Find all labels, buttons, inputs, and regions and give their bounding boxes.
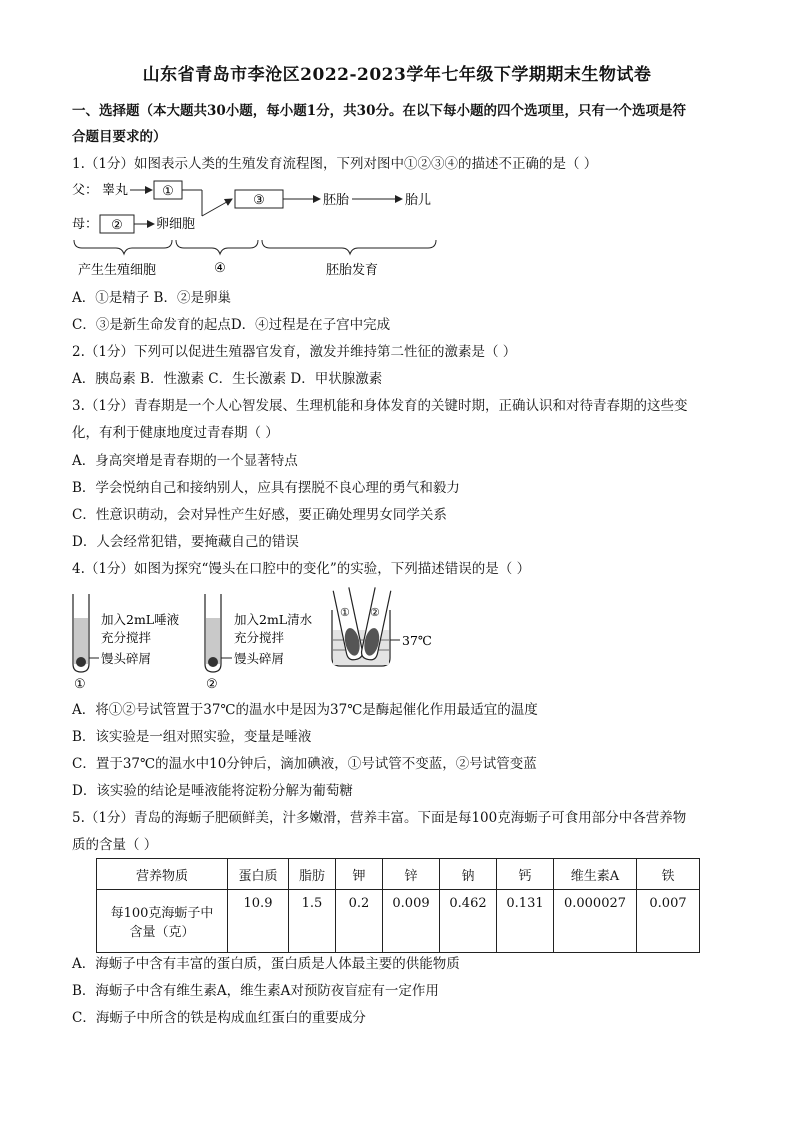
arrow-fertilize — [202, 199, 232, 216]
q3-option-a: A．身高突增是青春期的一个显著特点 — [72, 453, 298, 469]
testis-label: 睾丸 — [102, 183, 129, 198]
table-cell: 0.2 — [336, 890, 383, 953]
q4-experiment-diagram — [68, 586, 448, 694]
tube-2-label-3: 馒头碎屑 — [234, 651, 285, 666]
q3-option-d: D．人会经常犯错，要掩藏自己的错误 — [72, 534, 299, 550]
table-cell: 0.000027 — [554, 890, 637, 953]
table-cell: 10.9 — [228, 890, 289, 953]
table-cell: 1.5 — [289, 890, 336, 953]
egg-label: 卵细胞 — [156, 217, 196, 232]
box-3-label: ③ — [253, 193, 265, 208]
q5-stem-line1: 5.（1分）青岛的海蛎子肥硕鲜美，汁多嫩滑，营养丰富。下面是每100克海蛎子可食用部分中各营养物 — [72, 810, 687, 826]
q3-stem-line2: 化，有利于健康地度过青春期（ ） — [72, 425, 279, 441]
brace-4 — [176, 240, 258, 254]
tube-2-bread — [208, 657, 218, 667]
table-header: 锌 — [383, 859, 440, 890]
tube-1-label-3: 馒头碎屑 — [101, 651, 152, 666]
q1-stem: 1.（1分）如图表示人类的生殖发育流程图，下列对图中①②③④的描述不正确的是（ ） — [72, 156, 598, 172]
label-embryo-dev: 胚胎发育 — [326, 263, 379, 278]
q5-option-c: C．海蛎子中所含的铁是构成血红蛋白的重要成分 — [72, 1010, 366, 1026]
q4-option-c: C．置于37℃的温水中10分钟后，滴加碘液，①号试管不变蓝，②号试管变蓝 — [72, 756, 537, 772]
brace-dev — [262, 240, 436, 254]
table-cell: 0.007 — [637, 890, 700, 953]
q5-option-b: B．海蛎子中含有维生素A，维生素A对预防夜盲症有一定作用 — [72, 983, 439, 999]
table-header: 铁 — [637, 859, 700, 890]
table-cell: 0.131 — [497, 890, 554, 953]
q3-option-c: C．性意识萌动，会对异性产生好感，要正确处理男女同学关系 — [72, 507, 447, 523]
table-header: 钠 — [440, 859, 497, 890]
tube-2-label-2: 充分搅拌 — [234, 630, 285, 645]
q1-options-ab: A．①是精子 B．②是卵巢 — [72, 290, 231, 306]
table-header: 维生素A — [554, 859, 637, 890]
table-header-row — [97, 859, 700, 890]
box-2-label: ② — [111, 218, 123, 233]
q2-stem: 2.（1分）下列可以促进生殖器官发育，激发并维持第二性征的激素是（ ） — [72, 344, 517, 360]
q4-option-d: D．该实验的结论是唾液能将淀粉分解为葡萄糖 — [72, 783, 353, 799]
beaker-tube-1-number: ① — [340, 606, 350, 619]
fetus-label: 胎儿 — [405, 193, 432, 208]
table-row — [97, 890, 700, 953]
tube-1-label-1: 加入2mL唾液 — [101, 612, 180, 627]
q5-option-a: A．海蛎子中含有丰富的蛋白质，蛋白质是人体最主要的供能物质 — [72, 956, 460, 972]
q3-option-b: B．学会悦纳自己和接纳别人，应具有摆脱不良心理的勇气和毅力 — [72, 480, 460, 496]
nutrition-table — [96, 858, 700, 953]
q5-stem-line2: 质的含量（ ） — [72, 837, 158, 853]
table-header: 蛋白质 — [228, 859, 289, 890]
table-cell: 0.009 — [383, 890, 440, 953]
section-heading-line1: 一、选择题（本大题共30小题，每小题1分，共30分。在以下每小题的四个选项里，只有一个选项是符 — [72, 103, 686, 119]
section-heading-line2: 合题目要求的） — [72, 129, 167, 145]
label-produce-cells: 产生生殖细胞 — [78, 263, 157, 278]
table-header: 钾 — [336, 859, 383, 890]
q2-options: A．胰岛素 B．性激素 C．生长激素 D．甲状腺激素 — [72, 371, 383, 387]
box-1-label: ① — [162, 184, 174, 199]
q4-stem: 4.（1分）如图为探究“馒头在口腔中的变化”的实验，下列描述错误的是（ ） — [72, 561, 531, 577]
beaker-tube-2-number: ② — [370, 606, 380, 619]
table-cell: 0.462 — [440, 890, 497, 953]
table-header: 钙 — [497, 859, 554, 890]
q1-reproduction-diagram — [72, 178, 452, 283]
tube-2-label-1: 加入2mL清水 — [234, 612, 313, 627]
q1-options-cd: C．③是新生命发育的起点D．④过程是在子宫中完成 — [72, 317, 391, 333]
label-4: ④ — [214, 261, 226, 276]
row-label-line1: 每100克海蛎子中 — [110, 906, 214, 921]
row-label-line2: 含量（克） — [129, 925, 195, 940]
brace-cells — [74, 240, 172, 254]
father-label: 父： — [72, 183, 99, 198]
table-header: 营养物质 — [97, 859, 228, 890]
tube-1-label-2: 充分搅拌 — [101, 630, 152, 645]
q3-stem-line1: 3.（1分）青春期是一个人心智发展、生理机能和身体发育的关键时期，正确认识和对待青春期的这些变 — [72, 398, 688, 414]
tube-1-bread — [76, 657, 86, 667]
table-header: 脂肪 — [289, 859, 336, 890]
mother-label: 母： — [72, 217, 99, 232]
temp-label: 37℃ — [402, 633, 432, 648]
table-row-label — [97, 890, 228, 953]
tube-2-number: ② — [206, 677, 218, 692]
q4-option-b: B．该实验是一组对照实验，变量是唾液 — [72, 729, 312, 745]
exam-title: 山东省青岛市李沧区2022-2023学年七年级下学期期末生物试卷 — [142, 65, 652, 85]
tube-1-number: ① — [74, 677, 86, 692]
embryo-label: 胚胎 — [323, 193, 350, 208]
q4-option-a: A．将①②号试管置于37℃的温水中是因为37℃是酶起催化作用最适宜的温度 — [72, 702, 538, 718]
